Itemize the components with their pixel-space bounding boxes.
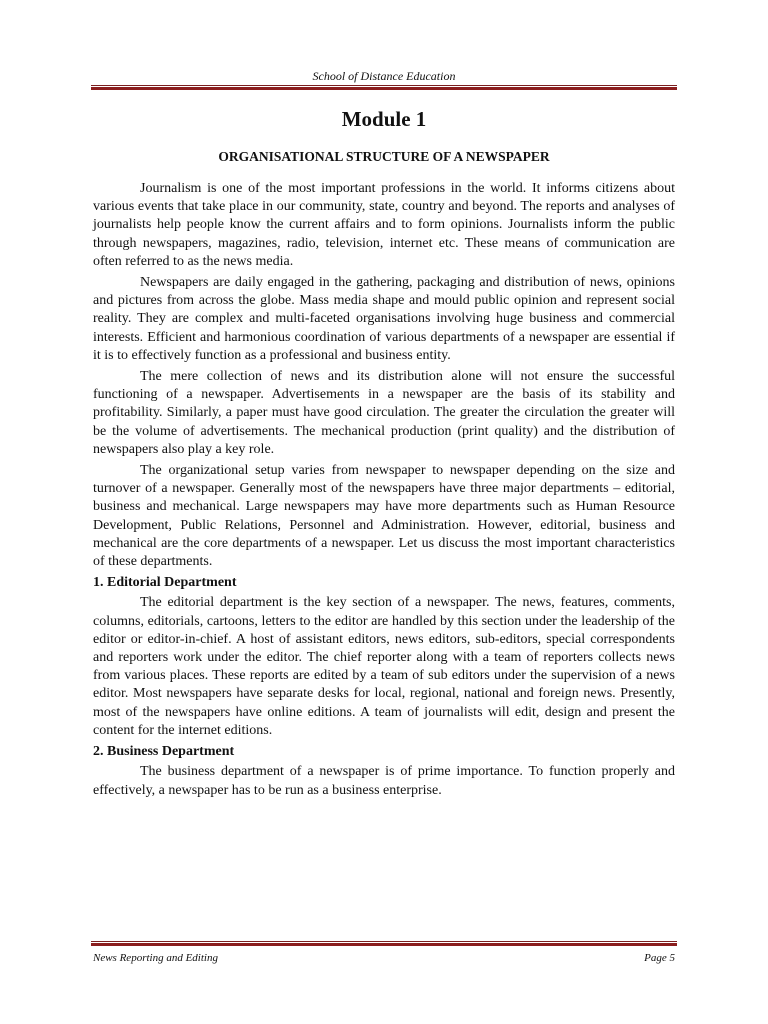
section-paragraph-business: The business department of a newspaper is of prime importance. To function properly and effectively, a newspaper has to be run as a business enterprise.: [93, 764, 675, 798]
footer-course-title: News Reporting and Editing: [93, 952, 218, 964]
chapter-title: ORGANISATIONAL STRUCTURE OF A NEWSPAPER: [218, 149, 550, 164]
running-header: School of Distance Education: [312, 69, 456, 83]
footer-rule-thin: [91, 941, 677, 942]
body-paragraph: The mere collection of news and its distribution alone will not ensure the successful functioning of a newspaper. Advertisements in a newspaper are the basis of its stability and profitability. Similarly, a paper must have good circulation. The greater the circulation the greater will be the volume of advertisements. The mechanical production (print quality) and the distribution of newspapers also play a key role.: [93, 369, 675, 457]
running-footer: [93, 952, 675, 964]
section-paragraph-editorial: The editorial department is the key section of a newspaper. The news, features, comments, columns, editorials, cartoons, letters to the editor are handled by this section under the leadership of the editor or editor-in-chief. A host of assistant editors, news editors, sub-editors, special correspondents and reporters work under the editor. The chief reporter along with a team of reporters collects news from various places. These reports are edited by a team of sub editors under the supervision of a news editor. Most newspapers have separate desks for local, regional, national and foreign news. Presently, most of the newspapers have online editions. A team of journalists will edit, design and present the content for the internet editions.: [93, 595, 675, 738]
footer-page-number: Page 5: [644, 952, 675, 964]
body-paragraph: Newspapers are daily engaged in the gathering, packaging and distribution of news, opinions and pictures from across the globe. Mass media shape and mould public opinion and represent social reality. They are complex and multi-faceted organisations involving huge business and commercial interests. Efficient and harmonious coordination of various departments of a newspaper are essential if it is to effectively function as a professional and business entity.: [93, 275, 675, 363]
section-heading-business: 2. Business Department: [93, 744, 235, 760]
header-rule-thick: [91, 87, 677, 90]
footer-rule: [91, 941, 677, 946]
body-paragraph: The organizational setup varies from newspaper to newspaper depending on the size and turnover of a newspaper. Generally most of the newspapers have three major departments – editorial, business and mechanical. Large newspapers may have more departments such as Human Resource Development, Public Relations, Personnel and Administration. However, editorial, business and mechanical are the core departments of a newspaper. Let us discuss the most important characteristics of these departments.: [93, 463, 675, 570]
module-title: Module 1: [341, 107, 427, 131]
body-paragraph: Journalism is one of the most important professions in the world. It informs citizens about various events that take place in our community, state, country and beyond. The reports and analyses of journalists help people know the current affairs and to form opinions. Journalists inform the public through newspapers, magazines, radio, television, internet etc. These means of communication are often referred to as the news media.: [93, 181, 675, 269]
page-content: [93, 104, 675, 803]
header-rule-thin: [91, 85, 677, 86]
header-rule: [91, 85, 677, 90]
section-heading-editorial: 1. Editorial Department: [93, 575, 237, 591]
footer-rule-thick: [91, 943, 677, 946]
